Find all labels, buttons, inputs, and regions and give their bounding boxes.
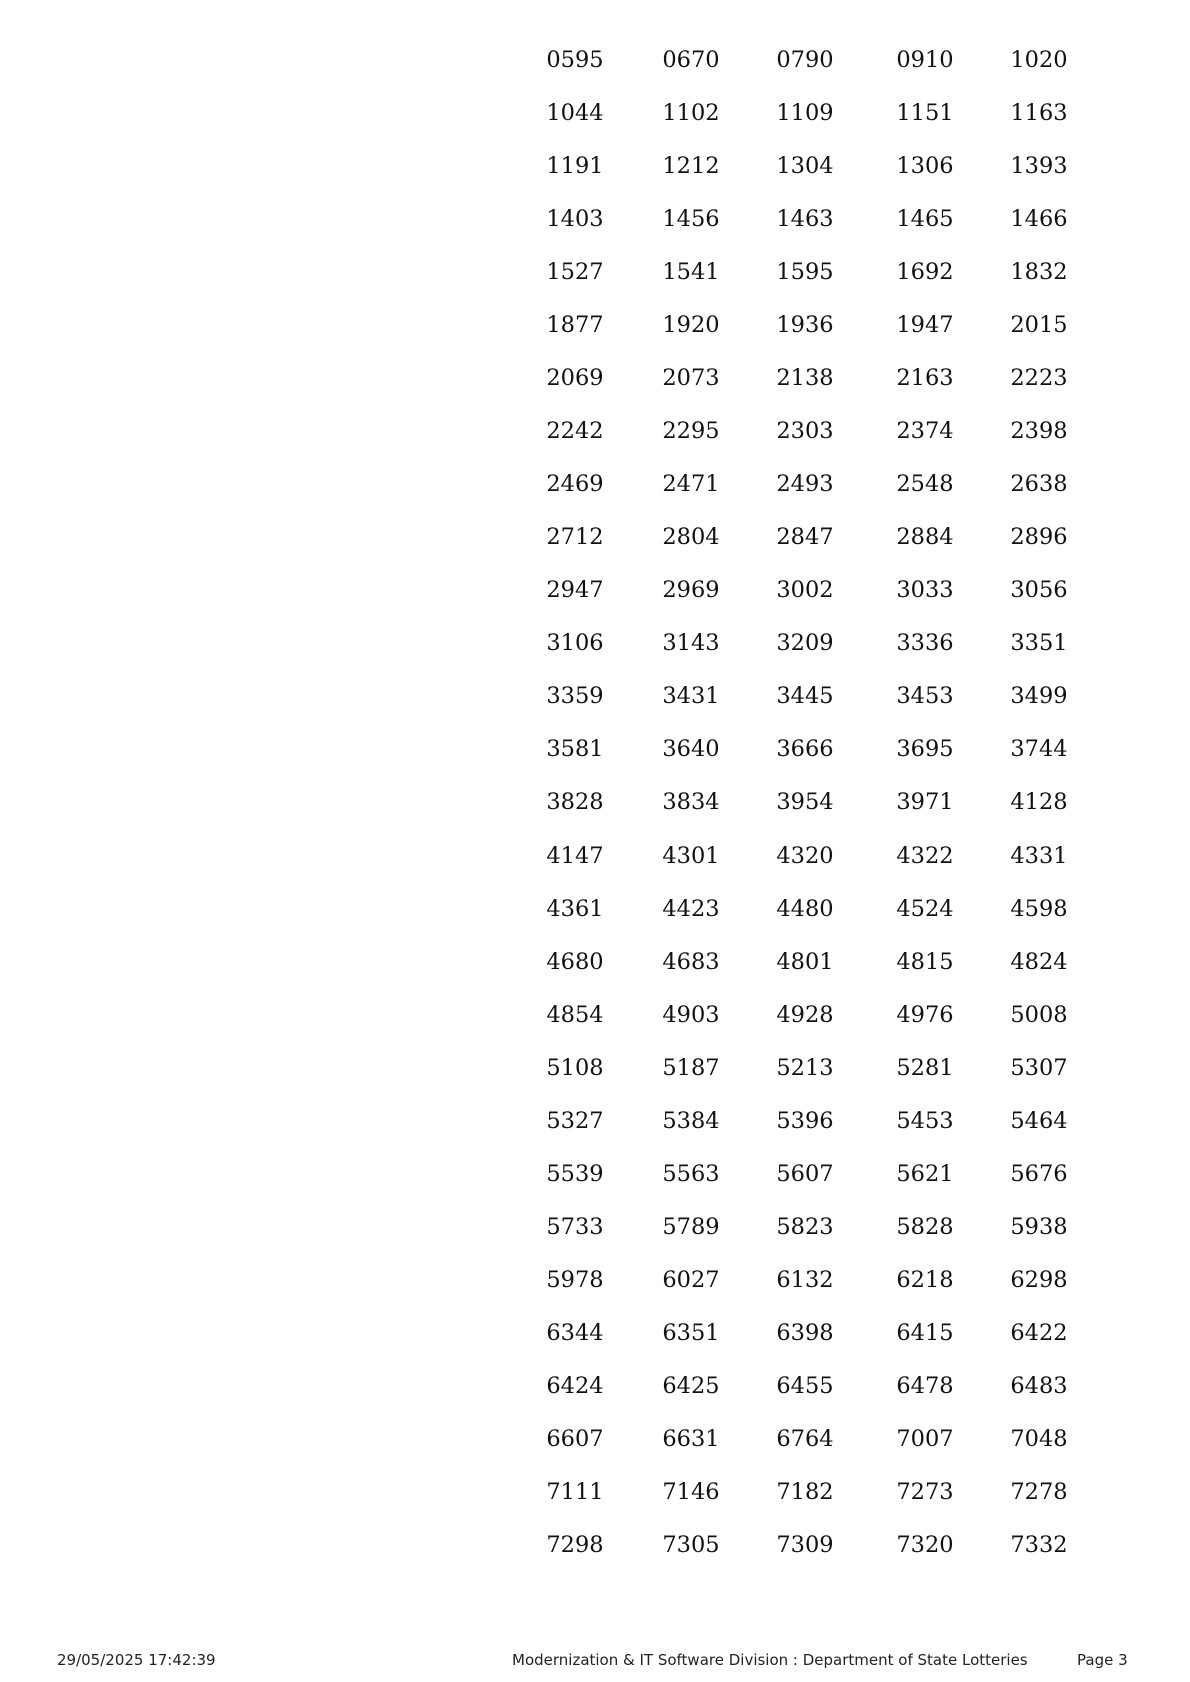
lottery-number: 3834 xyxy=(662,789,720,816)
footer-page-number: Page 3 xyxy=(1077,1651,1128,1669)
lottery-number: 4903 xyxy=(662,1001,720,1028)
lottery-number: 3971 xyxy=(896,789,954,816)
lottery-number: 2163 xyxy=(896,365,954,392)
lottery-number: 6415 xyxy=(896,1319,954,1346)
lottery-number: 1947 xyxy=(896,312,954,339)
lottery-number: 6764 xyxy=(776,1425,834,1452)
lottery-number: 2374 xyxy=(896,418,954,445)
lottery-number: 4683 xyxy=(662,948,720,975)
lottery-number: 5281 xyxy=(896,1054,954,1081)
lottery-number: 5396 xyxy=(776,1107,834,1134)
number-row xyxy=(0,416,1190,456)
lottery-number: 1463 xyxy=(776,206,834,233)
lottery-number: 2638 xyxy=(1010,471,1068,498)
lottery-number: 4331 xyxy=(1010,842,1068,869)
lottery-number: 4524 xyxy=(896,895,954,922)
lottery-number: 5213 xyxy=(776,1054,834,1081)
lottery-number: 7320 xyxy=(896,1531,954,1558)
lottery-number: 2548 xyxy=(896,471,954,498)
lottery-number: 4423 xyxy=(662,895,720,922)
number-row xyxy=(0,1477,1190,1517)
lottery-number: 6425 xyxy=(662,1372,720,1399)
lottery-number: 4976 xyxy=(896,1001,954,1028)
lottery-number: 1541 xyxy=(662,259,720,286)
number-row xyxy=(0,628,1190,668)
lottery-number: 1151 xyxy=(896,100,954,126)
lottery-number: 2303 xyxy=(776,418,834,445)
lottery-number: 5978 xyxy=(546,1266,604,1293)
lottery-number: 6298 xyxy=(1010,1266,1068,1293)
lottery-number: 1163 xyxy=(1010,100,1068,126)
lottery-number: 4680 xyxy=(546,948,604,975)
lottery-number: 6455 xyxy=(776,1372,834,1399)
lottery-number: 1109 xyxy=(776,100,834,126)
number-row xyxy=(0,469,1190,509)
lottery-number: 5464 xyxy=(1010,1107,1068,1134)
lottery-number: 1466 xyxy=(1010,206,1068,233)
lottery-number: 4824 xyxy=(1010,948,1068,975)
lottery-number: 5384 xyxy=(662,1107,720,1134)
lottery-number: 5938 xyxy=(1010,1213,1068,1240)
lottery-number: 5563 xyxy=(662,1160,720,1187)
lottery-number: 5823 xyxy=(776,1213,834,1240)
lottery-number: 3666 xyxy=(776,736,834,763)
lottery-number: 7048 xyxy=(1010,1425,1068,1452)
lottery-number: 3453 xyxy=(896,683,954,710)
lottery-number: 4301 xyxy=(662,842,720,869)
lottery-number: 1936 xyxy=(776,312,834,339)
lottery-number: 2847 xyxy=(776,524,834,551)
lottery-number: 4147 xyxy=(546,842,604,869)
lottery-number: 0595 xyxy=(546,47,604,73)
lottery-number: 2969 xyxy=(662,577,720,604)
lottery-number: 0790 xyxy=(776,47,834,73)
lottery-number: 4928 xyxy=(776,1001,834,1028)
number-row xyxy=(0,310,1190,350)
lottery-number: 5453 xyxy=(896,1107,954,1134)
number-row xyxy=(0,787,1190,827)
lottery-number: 3209 xyxy=(776,630,834,657)
lottery-number: 3351 xyxy=(1010,630,1068,657)
lottery-number: 1020 xyxy=(1010,47,1068,73)
lottery-number: 7146 xyxy=(662,1478,720,1505)
lottery-number: 3640 xyxy=(662,736,720,763)
lottery-number: 4801 xyxy=(776,948,834,975)
number-row xyxy=(0,1106,1190,1146)
number-row xyxy=(0,575,1190,615)
lottery-number: 0910 xyxy=(896,47,954,73)
lottery-number: 7182 xyxy=(776,1478,834,1505)
footer-timestamp: 29/05/2025 17:42:39 xyxy=(57,1651,216,1669)
lottery-number: 1692 xyxy=(896,259,954,286)
number-row xyxy=(0,1265,1190,1305)
lottery-number: 2884 xyxy=(896,524,954,551)
lottery-number: 1191 xyxy=(546,153,604,180)
lottery-number: 3056 xyxy=(1010,577,1068,604)
number-row xyxy=(0,681,1190,721)
number-row xyxy=(0,151,1190,191)
lottery-number: 4815 xyxy=(896,948,954,975)
lottery-number: 2295 xyxy=(662,418,720,445)
lottery-number: 3106 xyxy=(546,630,604,657)
number-row xyxy=(0,98,1190,138)
lottery-number: 6607 xyxy=(546,1425,604,1452)
lottery-number: 4361 xyxy=(546,895,604,922)
lottery-number: 6132 xyxy=(776,1266,834,1293)
lottery-number: 1306 xyxy=(896,153,954,180)
lottery-number: 6398 xyxy=(776,1319,834,1346)
lottery-number: 5187 xyxy=(662,1054,720,1081)
lottery-number: 7273 xyxy=(896,1478,954,1505)
lottery-number: 5108 xyxy=(546,1054,604,1081)
lottery-number: 7278 xyxy=(1010,1478,1068,1505)
lottery-number: 3828 xyxy=(546,789,604,816)
lottery-number: 1595 xyxy=(776,259,834,286)
lottery-number: 3581 xyxy=(546,736,604,763)
lottery-number: 6631 xyxy=(662,1425,720,1452)
lottery-number: 0670 xyxy=(662,47,720,73)
lottery-number: 1456 xyxy=(662,206,720,233)
number-row xyxy=(0,45,1190,85)
lottery-number: 2712 xyxy=(546,524,604,551)
lottery-number: 5539 xyxy=(546,1160,604,1187)
lottery-number: 1102 xyxy=(662,100,720,126)
number-row xyxy=(0,1212,1190,1252)
lottery-number: 2398 xyxy=(1010,418,1068,445)
lottery-number: 2947 xyxy=(546,577,604,604)
lottery-number: 3002 xyxy=(776,577,834,604)
lottery-number: 1212 xyxy=(662,153,720,180)
lottery-number: 3336 xyxy=(896,630,954,657)
lottery-number: 4320 xyxy=(776,842,834,869)
lottery-number: 4854 xyxy=(546,1001,604,1028)
lottery-number: 1044 xyxy=(546,100,604,126)
lottery-number: 5676 xyxy=(1010,1160,1068,1187)
lottery-number: 5327 xyxy=(546,1107,604,1134)
lottery-number: 5008 xyxy=(1010,1001,1068,1028)
lottery-number: 7309 xyxy=(776,1531,834,1558)
footer-division: Modernization & IT Software Division : Department of State Lotteries xyxy=(512,1651,1028,1669)
lottery-number: 3744 xyxy=(1010,736,1068,763)
lottery-number: 2015 xyxy=(1010,312,1068,339)
lottery-number: 1877 xyxy=(546,312,604,339)
number-row xyxy=(0,1530,1190,1570)
number-row xyxy=(0,363,1190,403)
lottery-number: 5307 xyxy=(1010,1054,1068,1081)
lottery-number: 3499 xyxy=(1010,683,1068,710)
number-row xyxy=(0,1000,1190,1040)
lottery-number: 4598 xyxy=(1010,895,1068,922)
number-row xyxy=(0,1318,1190,1358)
lottery-number: 7305 xyxy=(662,1531,720,1558)
lottery-number: 1304 xyxy=(776,153,834,180)
lottery-number: 6424 xyxy=(546,1372,604,1399)
number-row xyxy=(0,1371,1190,1411)
lottery-number: 2471 xyxy=(662,471,720,498)
lottery-number: 7111 xyxy=(546,1478,604,1505)
number-row xyxy=(0,894,1190,934)
number-row xyxy=(0,947,1190,987)
lottery-number: 3033 xyxy=(896,577,954,604)
number-row xyxy=(0,1424,1190,1464)
lottery-number: 2804 xyxy=(662,524,720,551)
lottery-number: 5828 xyxy=(896,1213,954,1240)
lottery-number: 6483 xyxy=(1010,1372,1068,1399)
lottery-number: 7298 xyxy=(546,1531,604,1558)
lottery-number: 5607 xyxy=(776,1160,834,1187)
lottery-number: 4480 xyxy=(776,895,834,922)
lottery-number: 4128 xyxy=(1010,789,1068,816)
number-row xyxy=(0,1159,1190,1199)
lottery-number: 3431 xyxy=(662,683,720,710)
lottery-number: 6027 xyxy=(662,1266,720,1293)
lottery-number: 1393 xyxy=(1010,153,1068,180)
lottery-number: 3143 xyxy=(662,630,720,657)
lottery-number: 2069 xyxy=(546,365,604,392)
lottery-number: 5733 xyxy=(546,1213,604,1240)
lottery-number: 2138 xyxy=(776,365,834,392)
lottery-number: 2469 xyxy=(546,471,604,498)
lottery-number: 6478 xyxy=(896,1372,954,1399)
lottery-number: 3359 xyxy=(546,683,604,710)
lottery-number: 2896 xyxy=(1010,524,1068,551)
lottery-number: 3445 xyxy=(776,683,834,710)
lottery-number: 2223 xyxy=(1010,365,1068,392)
lottery-number: 5621 xyxy=(896,1160,954,1187)
lottery-number: 7007 xyxy=(896,1425,954,1452)
lottery-number: 1527 xyxy=(546,259,604,286)
lottery-number: 6422 xyxy=(1010,1319,1068,1346)
lottery-number: 3695 xyxy=(896,736,954,763)
lottery-number: 4322 xyxy=(896,842,954,869)
lottery-number: 7332 xyxy=(1010,1531,1068,1558)
number-row xyxy=(0,841,1190,881)
lottery-number: 6351 xyxy=(662,1319,720,1346)
number-row xyxy=(0,1053,1190,1093)
number-row xyxy=(0,204,1190,244)
lottery-number: 1920 xyxy=(662,312,720,339)
number-row xyxy=(0,257,1190,297)
lottery-number: 5789 xyxy=(662,1213,720,1240)
number-row xyxy=(0,522,1190,562)
lottery-number: 3954 xyxy=(776,789,834,816)
number-row xyxy=(0,734,1190,774)
lottery-number: 2073 xyxy=(662,365,720,392)
lottery-number: 6218 xyxy=(896,1266,954,1293)
lottery-number: 1832 xyxy=(1010,259,1068,286)
lottery-number: 1403 xyxy=(546,206,604,233)
lottery-number: 1465 xyxy=(896,206,954,233)
lottery-number: 2493 xyxy=(776,471,834,498)
lottery-number: 6344 xyxy=(546,1319,604,1346)
lottery-number: 2242 xyxy=(546,418,604,445)
